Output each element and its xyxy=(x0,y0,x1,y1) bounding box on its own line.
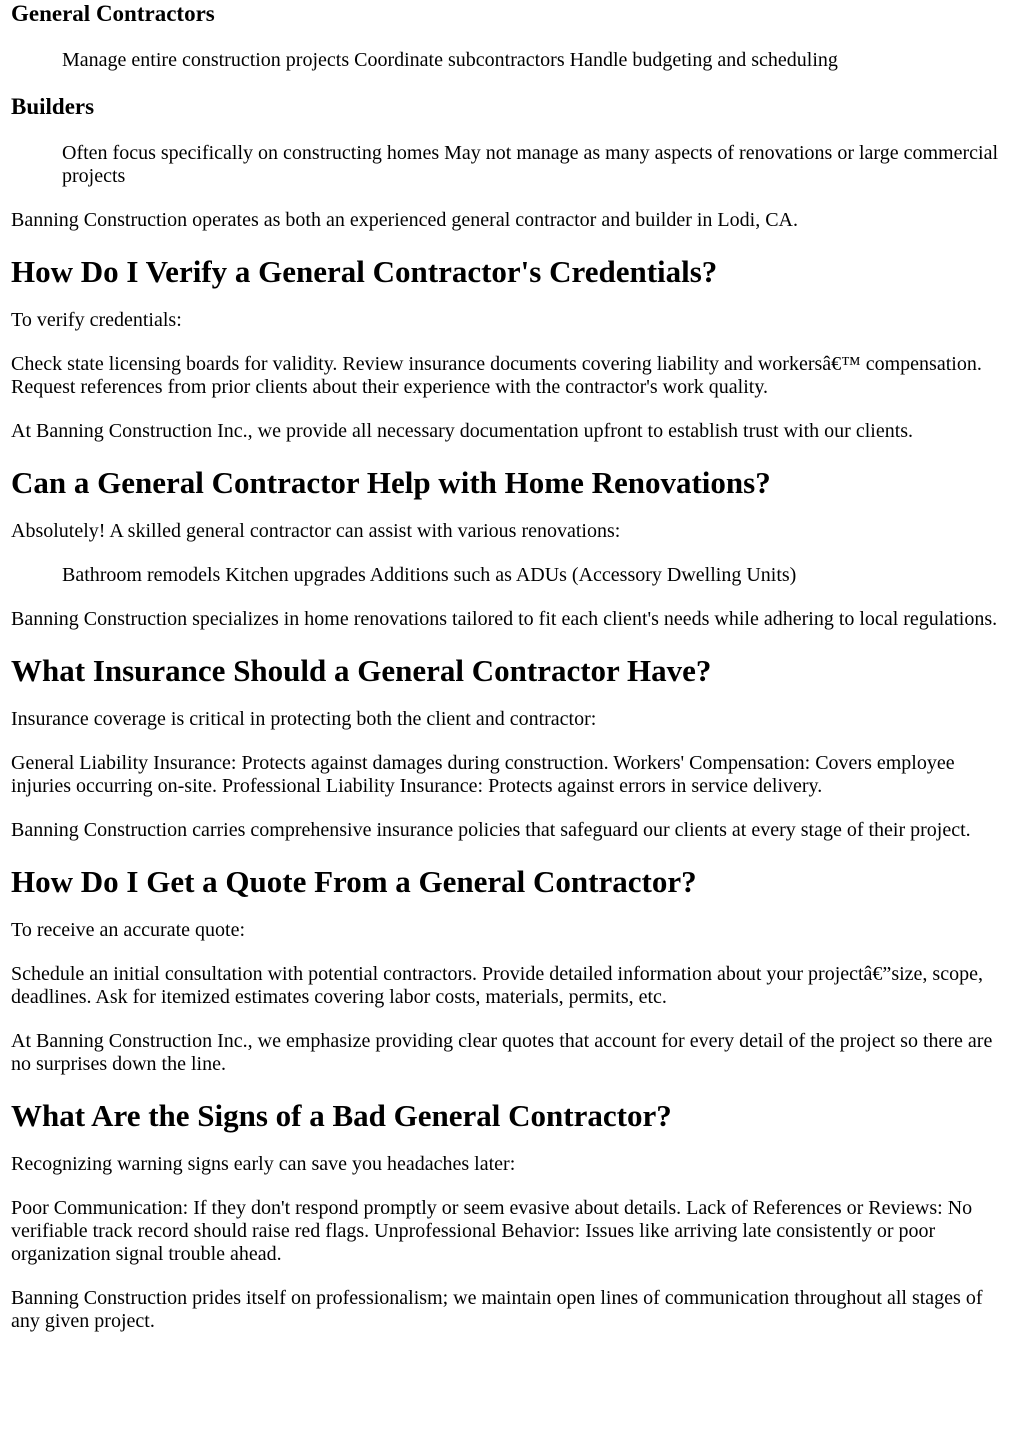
verify-closing: At Banning Construction Inc., we provide all necessary documentation upfront to establish trust with our clients. xyxy=(11,420,914,442)
bad-signs-closing: Banning Construction prides itself on professionalism; we maintain open lines of communication throughout all stages of any given project. xyxy=(11,1287,983,1332)
heading-builders: Builders xyxy=(11,94,95,119)
heading-bad-contractor-signs: What Are the Signs of a Bad General Contractor? xyxy=(11,1098,672,1133)
bad-signs-intro: Recognizing warning signs early can save you headaches later: xyxy=(11,1153,516,1175)
general-contractors-description: Manage entire construction projects Coordinate subcontractors Handle budgeting and scheduling xyxy=(62,49,838,71)
heading-get-quote: How Do I Get a Quote From a General Contractor? xyxy=(11,864,697,899)
insurance-closing: Banning Construction carries comprehensive insurance policies that safeguard our clients at every stage of their project. xyxy=(11,819,971,841)
bad-signs-list: Poor Communication: If they don't respond promptly or seem evasive about details. Lack of References or Reviews: No verifiable track record should raise red flags. Unprofessional Behavior: Issues like arriving late consistently or poor organization signal trouble ahead. xyxy=(11,1197,973,1265)
renovations-closing: Banning Construction specializes in home renovations tailored to fit each client's needs while adhering to local regulations. xyxy=(11,608,998,630)
heading-general-contractors: General Contractors xyxy=(11,1,215,26)
quote-intro: To receive an accurate quote: xyxy=(11,919,246,941)
verify-intro: To verify credentials: xyxy=(11,309,182,331)
heading-verify-credentials: How Do I Verify a General Contractor's Credentials? xyxy=(11,254,718,289)
verify-steps: Check state licensing boards for validity. Review insurance documents covering liability and workersâ€™ compensation. Request references from prior clients about their experience with the contractor's work quality. xyxy=(11,353,982,398)
quote-closing: At Banning Construction Inc., we emphasize providing clear quotes that account for every detail of the project so there are no surprises down the line. xyxy=(11,1030,993,1075)
insurance-types: General Liability Insurance: Protects against damages during construction. Workers' Compensation: Covers employee injuries occurring on-site. Professional Liability Insurance: Protects against errors in service delivery. xyxy=(11,752,955,797)
quote-steps: Schedule an initial consultation with potential contractors. Provide detailed information about your projectâ€”size, scope, deadlines. Ask for itemized estimates covering labor costs, materials, permits, etc. xyxy=(11,963,983,1008)
contractor-builder-summary: Banning Construction operates as both an experienced general contractor and builder in Lodi, CA. xyxy=(11,209,798,231)
insurance-intro: Insurance coverage is critical in protecting both the client and contractor: xyxy=(11,708,597,730)
renovations-list: Bathroom remodels Kitchen upgrades Additions such as ADUs (Accessory Dwelling Units) xyxy=(62,564,797,586)
heading-home-renovations: Can a General Contractor Help with Home Renovations? xyxy=(11,465,771,500)
renovations-intro: Absolutely! A skilled general contractor can assist with various renovations: xyxy=(11,520,621,542)
heading-insurance: What Insurance Should a General Contractor Have? xyxy=(11,653,712,688)
builders-description: Often focus specifically on constructing homes May not manage as many aspects of renovations or large commercial projects xyxy=(62,142,999,187)
